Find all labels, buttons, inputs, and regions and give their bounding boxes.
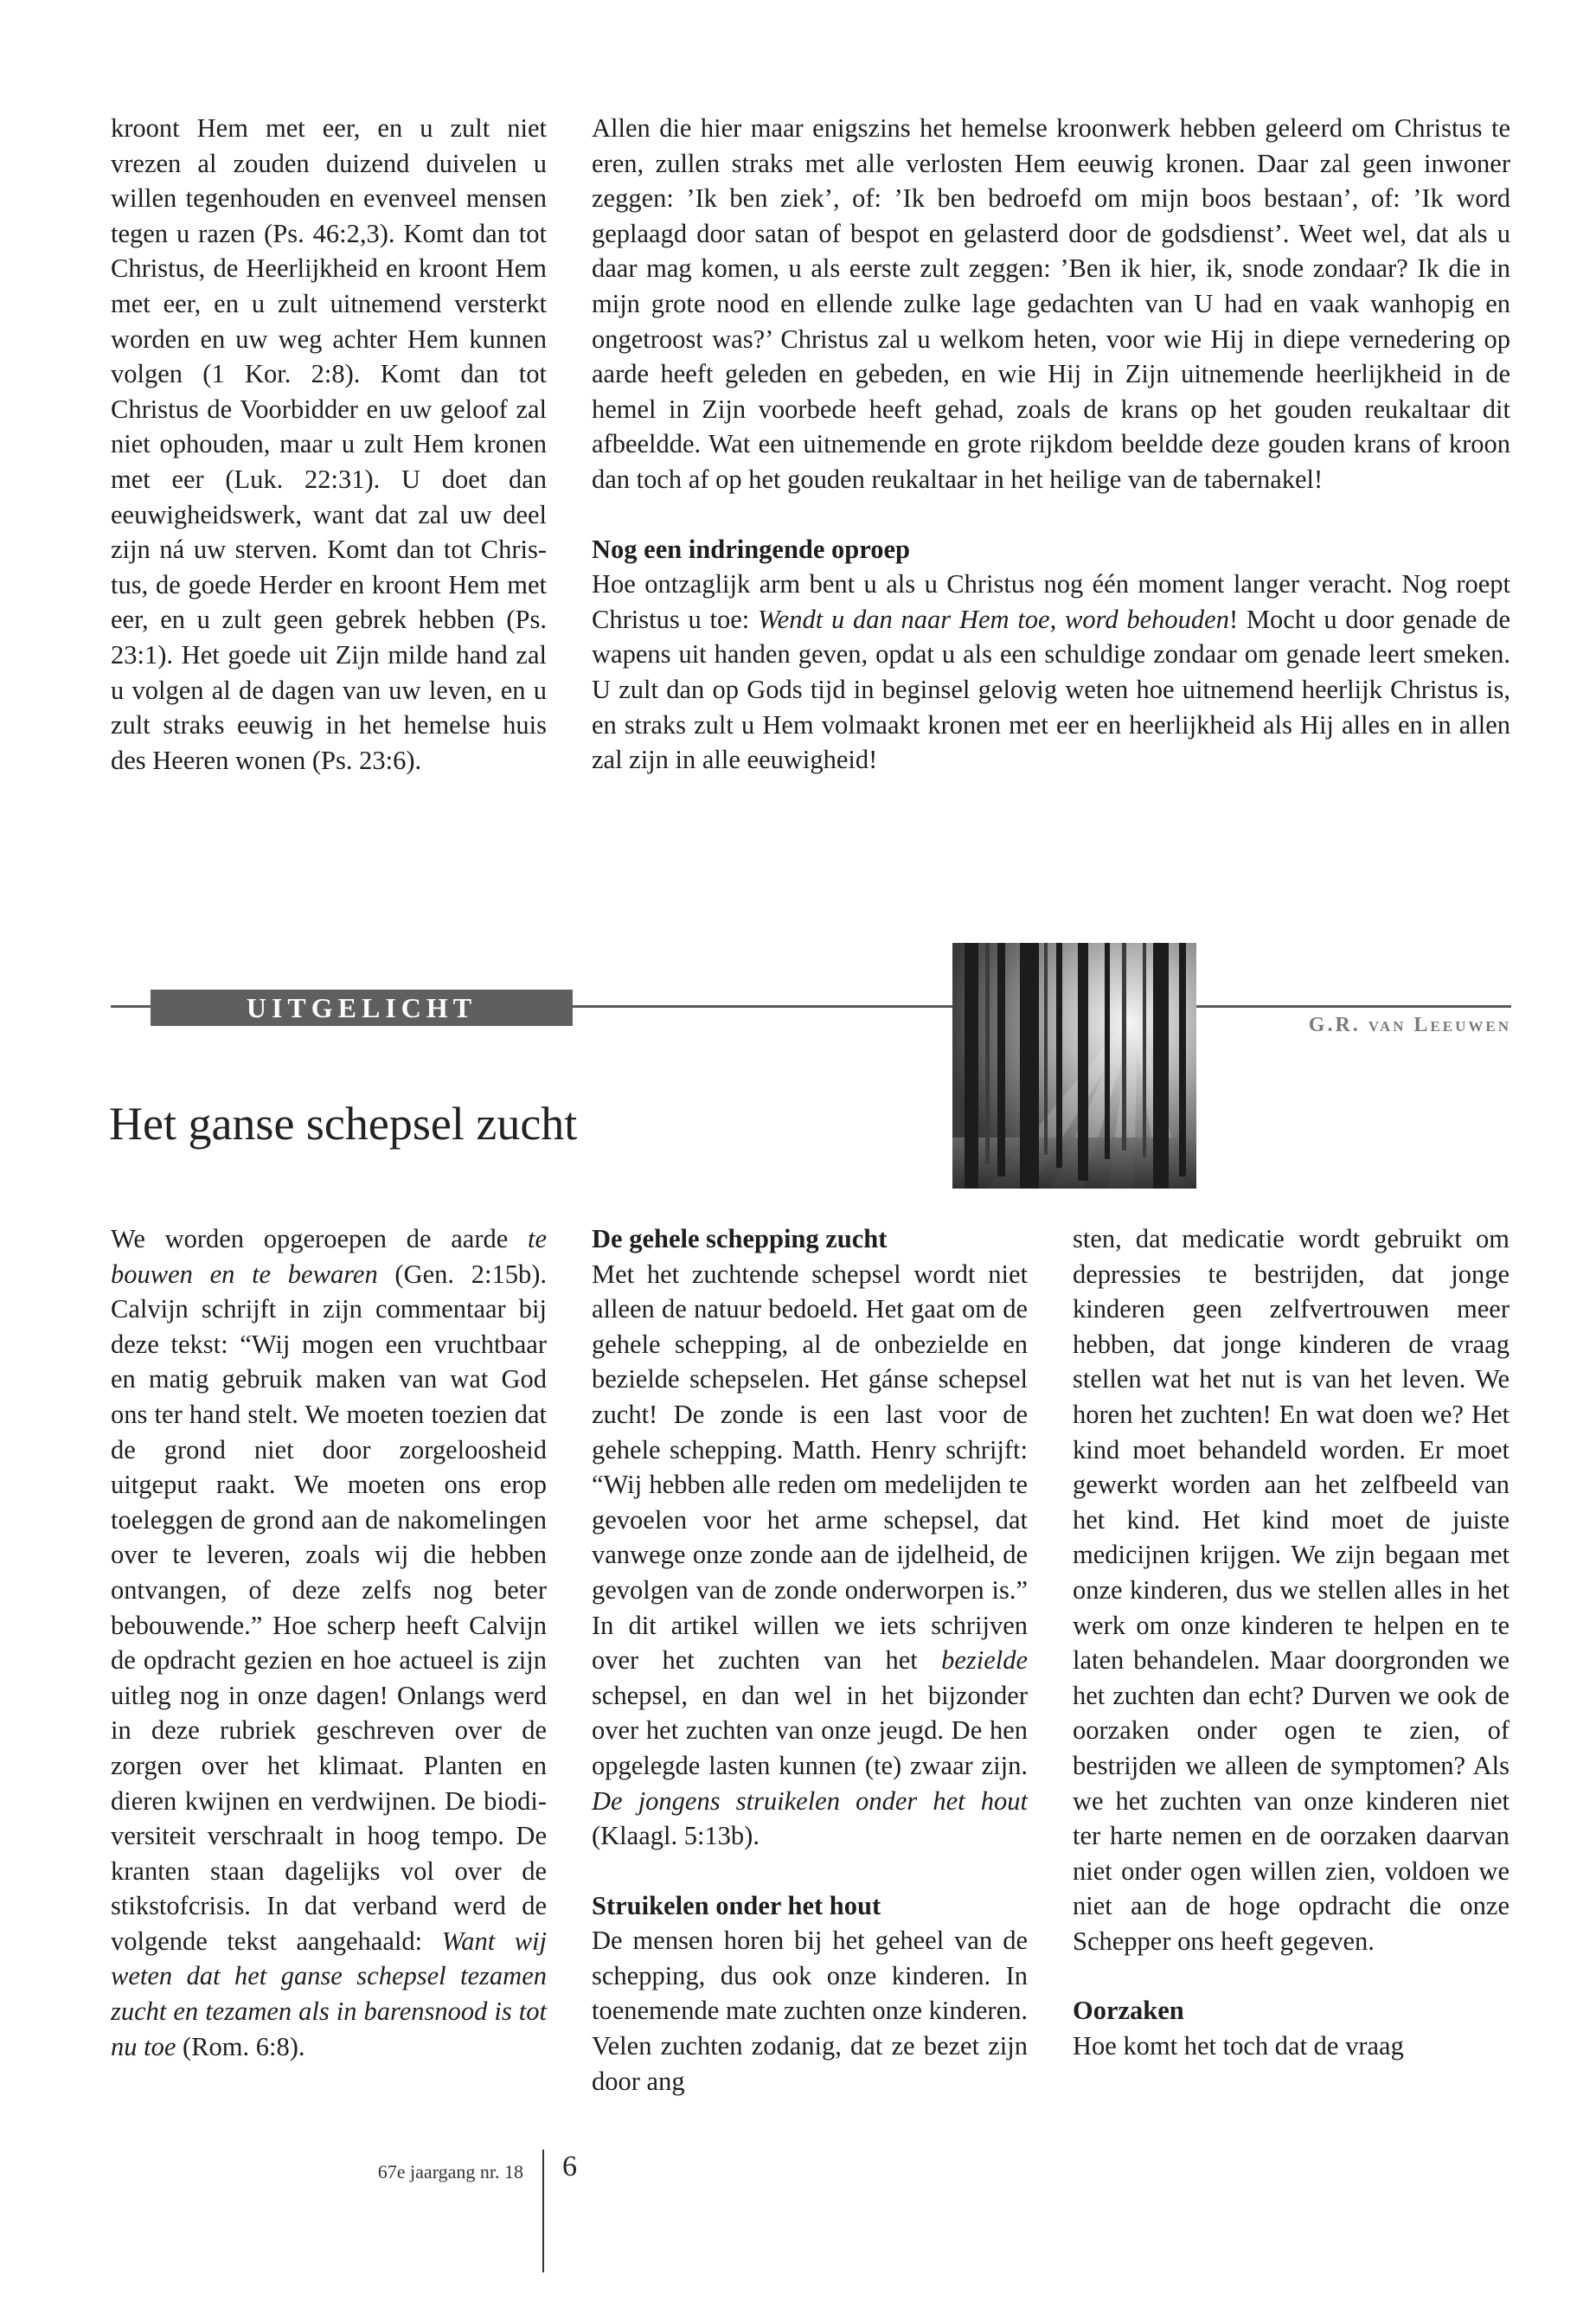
paragraph: Allen die hier maar enigszins het hemelse kroonwerk hebben geleerd om Christus te eren, zullen straks met alle verlosten Hem eeuwig kronen. Daar zal geen inwoner zeggen: ’Ik ben ziek’, of: ’Ik ben bedroefd om mijn boos bestaan’, of: ’Ik word geplaagd door satan of bespot en gelasterd door de godsdienst’. Weet wel, dat als u daar mag komen, u als eerste zult zeggen: ’Ben ik hier, ik, snode zondaar? Ik die in mijn grote nood en ellende zulke lage gedachten van U had en vaak wanhopig en ongetroost was?’ Christus zal u welkom heten, voor wie Hij in diepe vernedering op aarde heeft geleden en gebeden, en wie Hij in Zijn uitnemende heerlijkheid in de hemel in Zijn voorbede heeft gehad, zoals de krans op het gouden reukaltaar dit afbeeldde. Wat een uitnemende en grote rijkdom beeldde deze gouden krans of kroon dan toch af op het gouden reukaltaar in het heilige van de tabernakel!	[592, 113, 1510, 494]
paragraph: Met het zuchtende schepsel wordt niet alleen de natuur bedoeld. Het gaat om de gehele schepping, al de onbezielde en bezielde schepselen. Het gánse schepsel zucht! De zonde is een last voor de gehele schepping. Matth. Henry schrijft: “Wij hebben alle reden om medelijden te gevoelen voor het arme schepsel, dat vanwege onze zonde aan de ijdelheid, de gevolgen van de zonde onderworpen is.” In dit artikel willen we iets schrijven over het zuchten van het bezielde schepsel, en dan wel in het bijzonder over het zuchten van onze jeugd. De hen opgelegde lasten kunnen (te) zwaar zijn. De jongens struikelen onder het hout (Klaagl. 5:13b).	[592, 1259, 1028, 1851]
paragraph: De mensen horen bij het geheel van de schepping, dus ook onze kinderen. In toenemende mate zuchten onze kinderen. Velen zuchten zodanig, dat ze bezet zijn door ang	[592, 1926, 1028, 2096]
header-rule-right	[1196, 1005, 1511, 1008]
paragraph: We worden opgeroepen de aarde te bouwen en te bewaren (Gen. 2:15b). Calvijn schrijft in zijn commentaar bij deze tekst: “Wij mogen een vruchtbaar en matig gebruik maken van wat God ons ter hand stelt. We moeten toezien dat de grond niet door zorgeloosheid uitgeput raakt. We moeten ons erop toeleggen de grond aan de nakomelingen over te leveren, zoals wij die hebben ontvangen, of deze zelfs nog beter bebouwende.” Hoe scherp heeft Calvijn de opdracht gezien en hoe actueel is zijn uitleg nog in onze dagen! Onlangs werd in deze rubriek geschreven over de zorgen over het klimaat. Planten en dieren kwijnen en verdwijnen. De biodiversiteit verschraalt in hoog tempo. De kranten staan dagelijks vol over de stikstofcrisis. In dat verband werd de volgende tekst aangehaald: Want wij weten dat het ganse schepsel tezamen zucht en tezamen als in barensnood is tot nu toe (Rom. 6:8).	[111, 1224, 548, 2061]
article-column-3	[1073, 1221, 1509, 2064]
closing-paragraph: Hoe ontzaglijk arm bent u als u Christus nog één moment langer veracht. Nog roept Christus u toe: Wendt u dan naar Hem toe, word behouden! Mocht u door genade de wapens uit handen geven, opdat u als een schuldige zondaar om genade leert smeken. U zult dan op Gods tijd in beginsel gelovig weten hoe uitnemend heerlijk Christus is, en straks zult u Hem volmaakt kronen met eer en heerlijkheid als Hij alles en in allen zal zijn in alle eeuwigheid!	[592, 569, 1510, 775]
author-name: G.R. van Leeuwen	[1308, 1014, 1511, 1036]
page-number: 6	[562, 2150, 577, 2182]
paragraph: kroont Hem met eer, en u zult niet vrezen al zouden duizend duivelen u willen tegenhouden en evenveel mensen tegen u razen (Ps. 46:2,3). Komt dan tot Christus, de Heerlijkheid en kroont Hem met eer, en u zult uitnemend versterkt worden en uw weg achter Hem kunnen volgen (1 Kor. 2:8). Komt dan tot Christus de Voorbidder en uw geloof zal niet ophouden, maar u zult Hem kronen met eer (Luk. 22:31). U doet dan eeuwigheidswerk, want dat zal uw deel zijn ná uw sterven. Komt dan tot Christus, de goede Herder en kroont Hem met eer, en u zult geen gebrek hebben (Ps. 23:1). Het goede uit Zijn milde hand zal u volgen al de dagen van uw leven, en u zult straks eeuwig in het hemelse huis des Heeren wonen (Ps. 23:6).	[111, 113, 547, 775]
subheading: Nog een indringende oproep	[592, 534, 911, 564]
article-column-1	[111, 1221, 547, 2064]
footer-divider	[542, 2150, 544, 2272]
forest-photo	[952, 943, 1196, 1189]
article-column-2	[592, 1221, 1028, 2099]
subheading: De gehele schepping zucht	[592, 1224, 888, 1253]
article-title: Het ganse schepsel zucht	[109, 1098, 578, 1150]
previous-article-right-column	[592, 111, 1510, 778]
previous-article-left-column	[111, 111, 547, 778]
section-label: UITGELICHT	[151, 990, 573, 1026]
paragraph: sten, dat medicatie wordt gebruikt om depressies te bestrijden, dat jonge kinderen geen zelfvertrouwen meer hebben, dat jonge kinderen de vraag stellen wat het nut is van het leven. We horen het zuchten! En wat doen we? Het kind moet behandeld worden. Er moet gewerkt worden aan het zelfbeeld van het kind. Het kind moet de juiste medicijnen krijgen. We zijn begaan met onze kinderen, dus we stellen alles in het werk om onze kinderen te helpen en te laten behandelen. Maar doorgronden we het zuchten dan echt? Durven we ook de oorzaken onder ogen te zien, of bestrijden we alleen de symptomen? Als we het zuchten van onze kinderen niet ter harte nemen en de oorzaken daarvan niet onder ogen willen zien, voldoen we niet aan de hoge opdracht die onze Schepper ons heeft gegeven.	[1073, 1224, 1509, 1956]
issue-info: 67e jaargang nr. 18	[377, 2161, 523, 2182]
paragraph: Hoe komt het toch dat de vraag	[1073, 2031, 1404, 2061]
subheading: Struikelen onder het hout	[592, 1890, 881, 1920]
subheading: Oorzaken	[1073, 1996, 1184, 2026]
